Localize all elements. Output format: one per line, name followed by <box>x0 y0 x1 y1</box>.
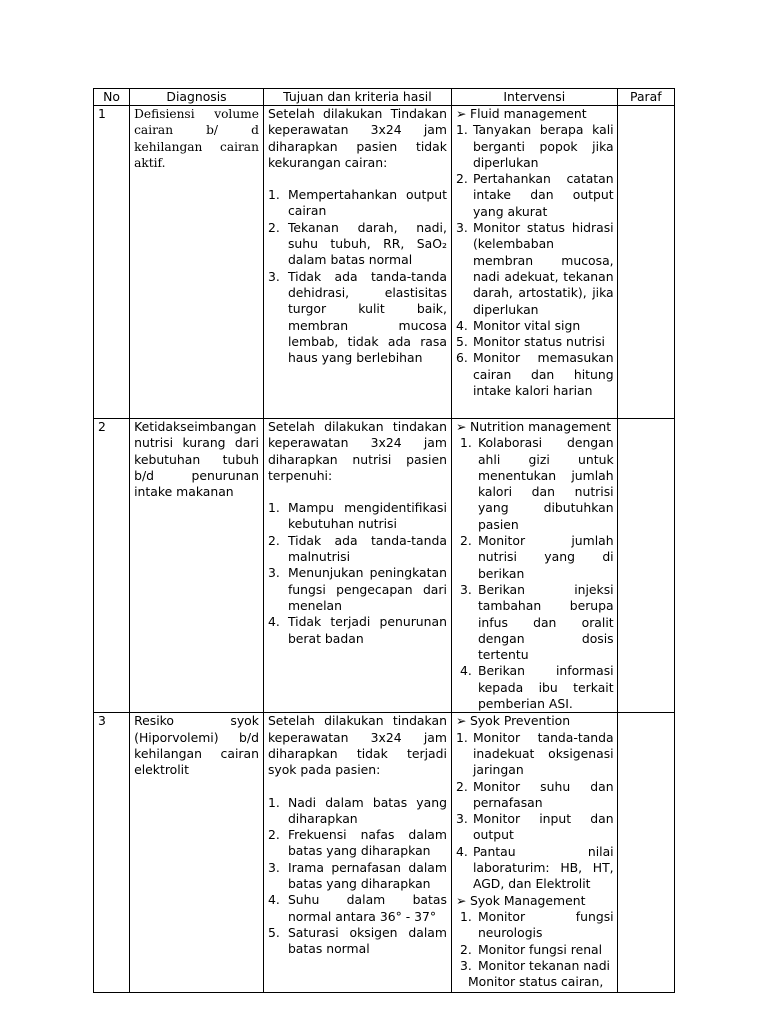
intervention-title: ➢ Nutrition management <box>455 419 612 434</box>
goal-intro: Setelah dilakukan Tindakan keperawatan 3x24 jam diharapkan pasien tidak kekurangan cairan: <box>267 106 447 170</box>
list-item: 2. Monitor fungsi renal <box>459 941 603 957</box>
sign-cell <box>617 713 674 993</box>
header-sign: Paraf <box>617 89 674 106</box>
goal-intro: Setelah dilakukan tindakan keperawatan 3x24 jam diharapkan nutrisi pasien terpenuhi: <box>267 419 447 483</box>
sign-cell <box>617 106 674 419</box>
list-item: 4. Berikan informasi kepada ibu terkait pemberian ASI. <box>459 663 614 712</box>
list-item: 1. Kolaborasi dengan ahli gizi untuk menentukan jumlah kalori dan nutrisi yang dibutuhkan pasien <box>459 435 614 532</box>
sign-cell <box>617 419 674 713</box>
list-item: 4. Pantau nilai laboraturim: HB, HT, AGD, dan Elektrolit <box>455 843 614 892</box>
list-item: 3. Irama pernafasan dalam batas yang diharapkan <box>267 859 447 892</box>
list-item: 3. Monitor input dan output <box>455 811 614 843</box>
list-item: 2. Frekuensi nafas dalam batas yang diharapkan <box>267 827 447 859</box>
list-item: 1. Nadi dalam batas yang diharapkan <box>267 794 447 826</box>
goal-cell <box>263 106 451 419</box>
list-item: 1. Tanyakan berapa kali berganti popok jika diperlukan <box>455 122 614 170</box>
arrow-icon: ➢ <box>455 106 467 121</box>
list-item: 3. Menunjukan peningkatan fungsi pengecapan dari menelan <box>267 565 447 613</box>
list-item: 1. Mempertahankan output cairan <box>267 187 447 219</box>
list-item: 2. Monitor jumlah nutrisi yang di berikan <box>459 533 614 581</box>
care-plan-table <box>93 88 675 993</box>
header-row <box>94 89 675 106</box>
list-item: 5. Monitor status nutrisi <box>455 334 605 350</box>
list-item: 2. Tekanan darah, nadi, suhu tubuh, RR, SaO₂ dalam batas normal <box>267 219 447 268</box>
table-row <box>94 419 675 713</box>
intervention-title: ➢ Syok Management <box>455 892 586 908</box>
list-item: 3. Berikan injeksi tambahan berupa infus dan oralit dengan dosis tertentu <box>459 581 614 663</box>
table-row <box>94 106 675 419</box>
intervention-cell <box>451 713 617 993</box>
list-item: 1. Monitor fungsi neurologis <box>459 908 614 941</box>
list-item: 5. Saturasi oksigen dalam batas normal <box>267 924 447 957</box>
list-item: 3. Tidak ada tanda-tanda dehidrasi, elastisitas turgor kulit baik, membran mucosa lembab, tidak ada rasa haus yang berlebihan <box>267 268 447 366</box>
intervention-title: ➢ Fluid management <box>455 106 587 121</box>
list-item: 4. Tidak terjadi penurunan berat badan <box>267 614 447 646</box>
diagnosis-cell: Ketidakseimbangan nutrisi kurang dari kebutuhan tubuh b/d penurunan intake makanan <box>130 419 264 713</box>
goal-cell <box>263 713 451 993</box>
header-goal: Tujuan dan kriteria hasil <box>263 89 451 106</box>
goal-cell <box>263 419 451 713</box>
diagnosis-cell: Defisiensi volume cairan b/ d kehilangan cairan aktif. <box>130 106 264 419</box>
arrow-icon: ➢ <box>455 419 467 434</box>
intervention-cell <box>451 419 617 713</box>
arrow-icon: ➢ <box>455 713 467 729</box>
list-item: 4. Monitor vital sign <box>455 317 581 333</box>
row-number: 1 <box>94 106 130 419</box>
list-item: 3. Monitor tekanan nadi <box>459 957 610 973</box>
table-row <box>94 713 675 993</box>
row-number: 3 <box>94 713 130 993</box>
intervention-tail: Monitor status cairan, <box>467 974 604 990</box>
goal-intro: Setelah dilakukan tindakan keperawatan 3x24 jam diharapkan tidak terjadi syok pada pasien: <box>267 713 447 778</box>
list-item: 6. Monitor memasukan cairan dan hitung intake kalori harian <box>455 350 614 399</box>
list-item: 2. Pertahankan catatan intake dan output yang akurat <box>455 171 614 219</box>
arrow-icon: ➢ <box>455 892 467 908</box>
header-intervention: Intervensi <box>451 89 617 106</box>
list-item: 4. Suhu dalam batas normal antara 36° - 37° <box>267 892 447 924</box>
list-item: 2. Tidak ada tanda-tanda malnutrisi <box>267 532 447 565</box>
diagnosis-cell: Resiko syok (Hiporvolemi) b/d kehilangan cairan elektrolit <box>130 713 264 993</box>
list-item: 3. Monitor status hidrasi (kelembaban membran mucosa, nadi adekuat, tekanan darah, artostatik), jika diperlukan <box>455 220 614 317</box>
list-item: 2. Monitor suhu dan pernafasan <box>455 778 614 810</box>
header-diagnosis: Diagnosis <box>130 89 264 106</box>
intervention-title: ➢ Syok Prevention <box>455 713 571 729</box>
list-item: 1. Mampu mengidentifikasi kebutuhan nutrisi <box>267 500 447 532</box>
intervention-cell <box>451 106 617 419</box>
list-item: 1. Monitor tanda-tanda inadekuat oksigenasi jaringan <box>455 729 614 778</box>
row-number: 2 <box>94 419 130 713</box>
header-no: No <box>94 89 130 106</box>
